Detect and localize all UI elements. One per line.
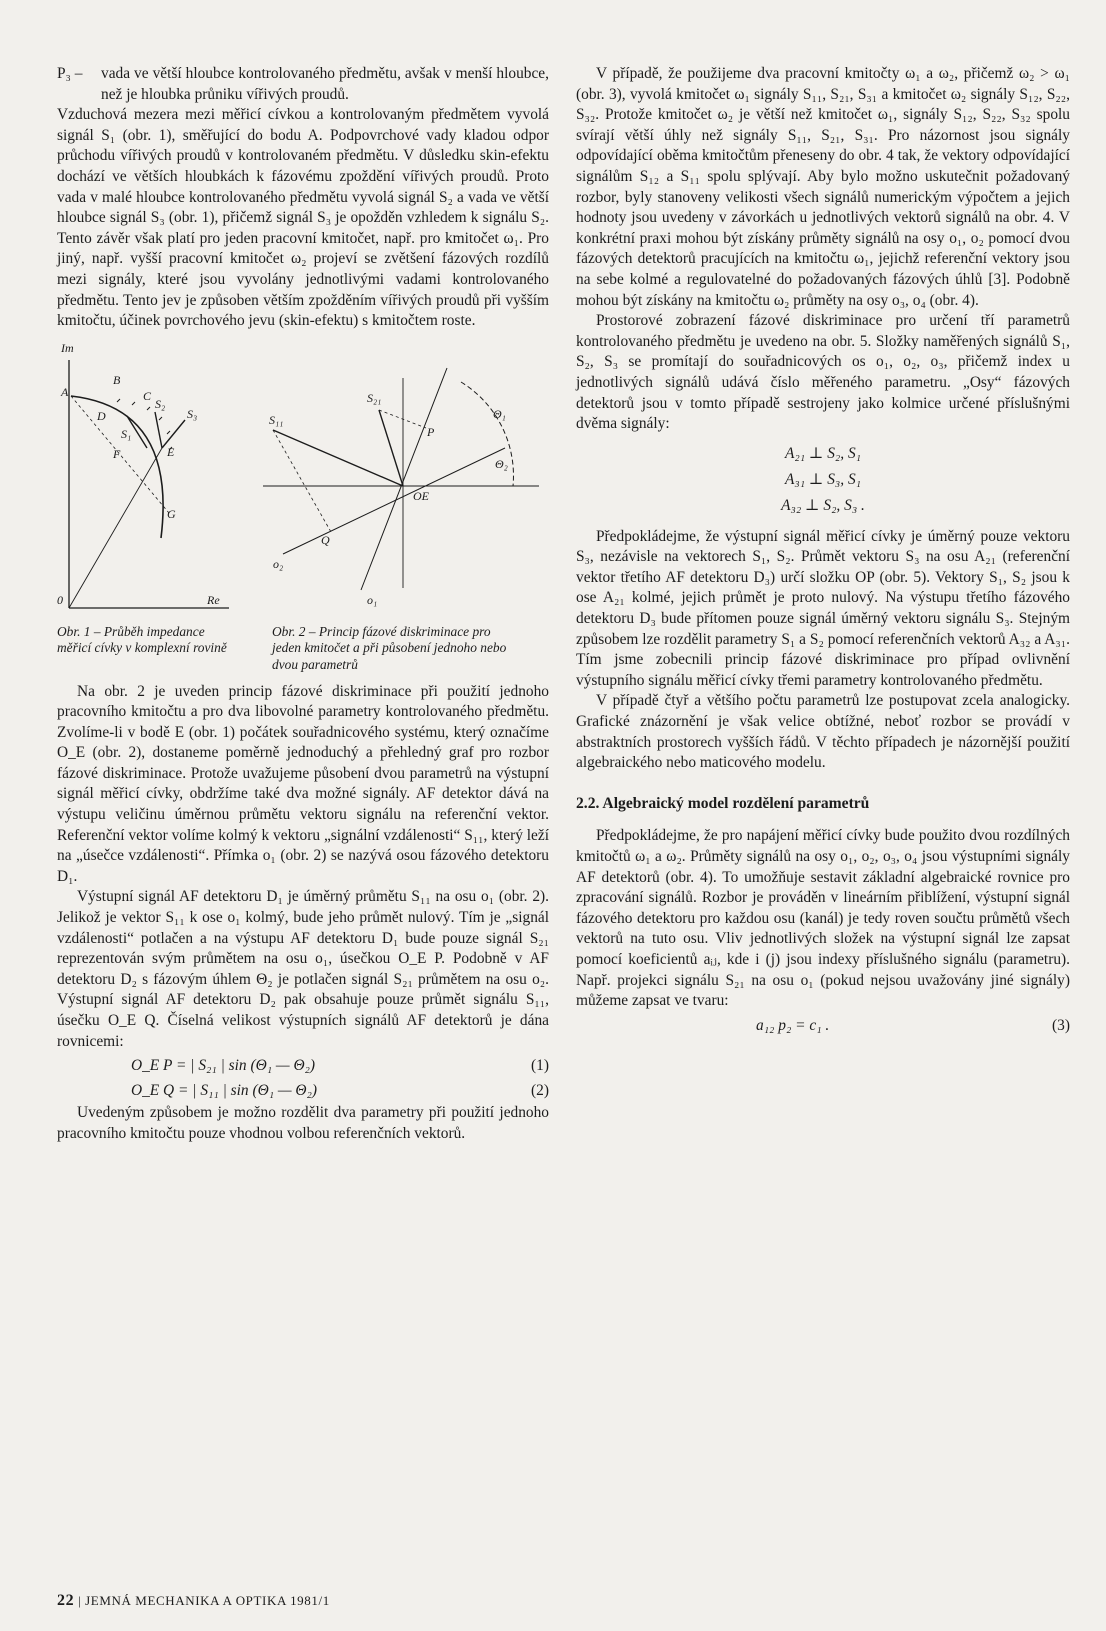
- list-item-p3: [57, 64, 549, 105]
- equation-2: [57, 1081, 549, 1102]
- q-label: Q: [321, 532, 330, 547]
- equation-2-body: O_E Q = | S₁₁ | sin (Θ₁ — Θ₂): [131, 1081, 318, 1099]
- perpendicular-relations: [576, 441, 1070, 519]
- impedance-curve: [71, 396, 166, 538]
- paragraph: Na obr. 2 je uveden princip fázové diskriminace při použití jednoho pracovního kmitočtu a pro dva libovolné parametry kontrolovaného předmětu. Zvolíme-li v bodě E (obr. 1) počátek souřadnicového systému, který označíme O_E (obr. 2), dostaneme poměrně jednoduchý a přehledný graf pro rozbor fázové diskriminace. Protože uvažujeme působení dvou parametrů na výstupní signál měřicí cívky, obdržíme také dva možné signály. AF detektor dává na výstupu veličinu úměrnou průmětu vektoru signálu na referenční vektor. Referenční vektor volíme kolmý k vektoru „signální vzdálenosti“ S₁₁, který leží na „úsečce vzdálenosti“. Přímka o₁ (obr. 2) se nazývá osou fázového detektoru D₁.: [57, 682, 549, 885]
- vector-s3: [162, 420, 185, 448]
- paragraph: V případě čtyř a většího počtu parametrů lze postupovat zcela analogicky. Grafické znázornění je však velice obtížné, neboť rozbor se provádí v abstraktních prostorech vyšších řádů. V těchto případech je názornější použití algebraického nebo maticového modelu.: [576, 692, 1070, 772]
- relation-a32: A₃₂ ⊥ S₂, S₃ .: [781, 496, 865, 514]
- projection-q: [273, 430, 331, 532]
- equation-1: [57, 1056, 549, 1077]
- re-label: Re: [207, 592, 220, 607]
- figure-1-caption: Obr. 1 – Průběh impedance měřicí cívky v komplexní rovině: [57, 623, 227, 656]
- equation-3-body: a₁₂ p₂ = c₁ .: [756, 1016, 830, 1034]
- p-label: P: [427, 424, 435, 439]
- paragraph: V případě, že použijeme dva pracovní kmitočty ω₁ a ω₂, přičemž ω₂ > ω₁ (obr. 3), vyvolá kmitočet ω₁ signály S₁₁, S₂₁, S₃₁ a kmitočet ω₂ signály S₁₂, S₂₂, S₃₂. Protože kmitočet ω₂ je větší než kmitočet ω₁, signály S₁₂, S₂₂, S₃₂ spolu svírají větší úhly než signály S₁₁, S₂₁, S₃₁. Pro názornost jsou signály odpovídající oběma kmitočtům přeneseny do obr. 4 tak, že vektory odpovídající signálům S₁₂ a S₁₁ spolu splývají. Aby bylo možno uskutečnit požadovaný rozbor, byly stanoveny velikosti všech signálů numerickým výpočtem a jejich hodnoty jsou uvedeny v závorkách u jednotlivých vektorů signálů na obr. 4. V konkrétní praxi mohou být získány průměty signálů na osy o₁, o₂ pomocí dvou fázových detektorů pracujících na kmitočtu ω₁, jejichž referenční vektory jsou na sebe kolmé a regulovatelné do požadovaných fázových úhlů [3]. Podobně mohou být získány na kmitočtu ω₂ průměty na osy o₃, o₄ (obr. 4).: [576, 65, 1070, 309]
- vector-s21: [379, 410, 403, 486]
- s2-label: S₂: [155, 396, 166, 411]
- point-b-label: B: [113, 372, 121, 387]
- o1-label: o₁: [367, 592, 378, 607]
- point-e-label: E: [167, 444, 175, 459]
- figure-captions: [57, 624, 549, 674]
- theta1-label: Θ₁: [493, 406, 506, 421]
- equation-1-number: (1): [531, 1057, 549, 1075]
- page-footer: [57, 1592, 330, 1610]
- paragraph: Prostorové zobrazení fázové diskriminace pro určení tří parametrů kontrolovaného předmětu je uvedeno na obr. 5. Složky naměřených signálů S₁, S₂, S₃ se promítají do souřadnicových os o₁, o₂, o₃, přičemž index u jednotlivých signálů udává číslo měřeného parametru. „Osy“ fázových detektorů jsou v tomto případě sestrojeny jako kolmice určené příslušnými dvěma signály:: [576, 312, 1070, 433]
- theta2-label: Θ₂: [495, 456, 508, 471]
- figure-2-caption: Obr. 2 – Princip fázové diskriminace pro jeden kmitočet a při působení jednoho nebo dvou parametrů: [272, 623, 507, 672]
- o2-label: o₂: [273, 556, 284, 571]
- page-number: 22: [57, 1592, 75, 1609]
- journal-name: JEMNÁ MECHANIKA A OPTIKA 1981/1: [85, 1593, 330, 1608]
- line-o-e: [69, 448, 162, 608]
- vector-s11: [273, 430, 403, 486]
- paragraph: Vzduchová mezera mezi měřicí cívkou a kontrolovaným předmětem vyvolá signál S₁ (obr. 1), směřující do bodu A. Podpovrchové vady kladou odpor průchodu vířivých proudů v kontrolovaném předmětu. V důsledku skin-efektu dochází ve větších hloubkách k fázovému zpoždění vířivých proudů. Proto vada v malé hloubce kontrolovaného předmětu vyvolá signál S₂ a vada ve větší hloubce signál S₃ (obr. 1), přičemž signál S₃ je opožděn vzhledem k signálu S₂. Tento závěr však platí pro jeden pracovní kmitočet, např. pro kmitočet ω₁. Pro jiný, např. vyšší pracovní kmitočet ω₂ projeví se zvětšení fázových rozdílů mezi signály, které jsou vyvolány jednotlivými vadami kontrolovaného předmětu. Tento jev je způsoben větším zpožděním vířivých proudů při vyšším kmitočtu, účinek povrchového jevu (skin-efektu) s kmitočtem roste.: [57, 106, 549, 330]
- figures-block: [57, 338, 549, 618]
- paragraph: Předpokládejme, že výstupní signál měřicí cívky je úměrný pouze vektoru S₃, nezávisle na vektorech S₁, S₂. Průmět vektoru S₃ na osu A₂₁ (referenční vektor třetího AF detektoru D₃) určí složku OP (obr. 5). Vektory S₁, S₂ jsou k ose A₂₁ kolmé, jejich průmět je proto nulový. Na výstupu třetího fázového detektoru D₃ bude přítomen pouze signál úměrný vektoru signálu S₃. Stejným způsobem lze rozdělit parametry S₁ a S₂ pomocí referenčních vektorů A₃₂ a A₃₁. Tím jsme zobecnili princip fázové diskriminace pro případ ovlivnění výstupního signálu měřicí cívky třemi parametry kontrolovaného předmětu.: [576, 527, 1070, 689]
- item-text: vada ve větší hloubce kontrolovaného předmětu, avšak v menší hloubce, než je hloubka průniku vířivých proudů.: [101, 65, 549, 103]
- point-d-label: D: [97, 408, 106, 423]
- paragraph: Předpokládejme, že pro napájení měřicí cívky bude použito dvou rozdílných kmitočtů ω₁ a ω₂. Průměty signálů na osy o₁, o₂, o₃, o₄ jsou výstupními signály AF detektorů (obr. 4). To umožňuje sestavit základní algebraické rovnice pro zpracování signálů. Rozbor je prováděn v lineárním přiblížení, výstupní signál fázového detektoru pro každou osu (kanál) je tedy roven součtu průmětů všech vektorů na tuto osu. Vliv jednotlivých složek na výstupní signál lze zapsat pomocí koeficientů aᵢⱼ, kde i (j) jsou indexy příslušného signálu (parametru). Např. projekci signálu S₂₁ na osu o₁ (pokud nejsou uvažovány jiné signály) můžeme zapsat ve tvaru:: [576, 827, 1070, 1010]
- point-a-label: A: [61, 384, 69, 399]
- figure-1: [57, 338, 232, 618]
- origin-label: 0: [57, 592, 63, 607]
- axis-o2: [283, 448, 505, 554]
- s3-label: S₃: [187, 406, 198, 421]
- s1-label: S₁: [121, 426, 132, 441]
- equation-2-number: (2): [531, 1081, 549, 1099]
- point-c-label: C: [143, 388, 152, 403]
- relation-a21: A₂₁ ⊥ S₂, S₁: [784, 444, 862, 462]
- paragraph: Výstupní signál AF detektoru D₁ je úměrný průmětu S₁₁ na osu o₁ (obr. 2). Jelikož je vektor S₁₁ k ose o₁ kolmý, bude jeho průmět nulový. Tím je „signál vzdálenosti“ potlačen a na výstupu AF detektoru D₁ bude pouze signál S₂₁ reprezentován svým průmětem na osu o₁, úsečkou O_E P. Podobně v AF detektoru D₂ s fázovým úhlem Θ₂ je potlačen signál S₂₁ průmětem na osu o₂. Výstupní signál AF detektoru D₂ pak obsahuje pouze průmět signálu S₁₁, úsečku O_E Q. Číselná velikost výstupních signálů AF detektorů je dána rovnicemi:: [57, 888, 549, 1050]
- left-column: [57, 64, 549, 1145]
- right-column: [576, 64, 1070, 1038]
- equation-3: [576, 1016, 1070, 1037]
- relation-a31: A₃₁ ⊥ S₃, S₁: [784, 470, 862, 488]
- paragraph: Uvedeným způsobem je možno rozdělit dva parametry při použití jednoho pracovního kmitočtu pouze vhodnou volbou referenčních vektorů.: [57, 1104, 549, 1142]
- section-heading: 2.2. Algebraický model rozdělení parametrů: [576, 794, 870, 812]
- projection-p: [379, 410, 426, 428]
- figure-2: [243, 338, 543, 618]
- footer-divider: |: [78, 1593, 86, 1608]
- item-label: P₃ –: [57, 65, 83, 82]
- equation-1-body: O_E P = | S₂₁ | sin (Θ₁ — Θ₂): [131, 1057, 316, 1075]
- point-f-label: F: [113, 446, 121, 461]
- im-label: Im: [61, 340, 74, 355]
- point-g-label: G: [167, 506, 176, 521]
- s11-label: S₁₁: [269, 412, 284, 427]
- s21-label: S₂₁: [367, 390, 382, 405]
- equation-3-number: (3): [1052, 1016, 1070, 1034]
- oe-label: OE: [413, 488, 429, 503]
